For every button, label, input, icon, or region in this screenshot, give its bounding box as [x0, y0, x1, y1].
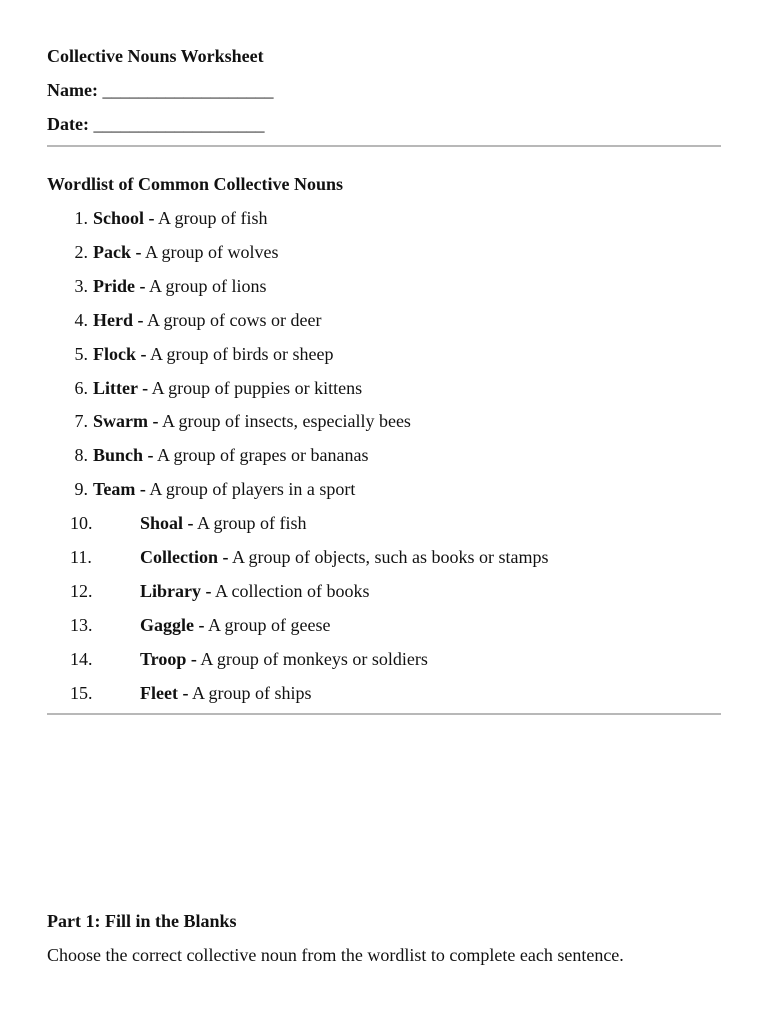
list-item-number: 11. — [70, 547, 92, 567]
name-blank: ___________________ — [102, 80, 274, 100]
list-item-number: 9. — [74, 479, 88, 499]
collective-noun-term: Flock - — [93, 344, 147, 364]
list-item — [0, 682, 768, 704]
list-item-number: 12. — [70, 581, 93, 601]
collective-noun-definition: A group of insects, especially bees — [158, 411, 411, 431]
list-item — [0, 309, 768, 331]
collective-noun-term: Pack - — [93, 242, 142, 262]
collective-noun-definition: A group of geese — [204, 615, 331, 635]
list-item-entry — [93, 309, 321, 331]
list-item — [0, 512, 768, 534]
list-item-entry — [140, 512, 307, 534]
collective-noun-definition: A group of fish — [154, 208, 268, 228]
part1-instructions: Choose the correct collective noun from the wordlist to complete each sentence. — [47, 945, 624, 965]
collective-noun-definition: A group of fish — [193, 513, 307, 533]
part1-heading: Part 1: Fill in the Blanks — [47, 911, 237, 931]
date-label: Date: — [47, 114, 89, 134]
collective-noun-term: Collection - — [140, 547, 229, 567]
collective-noun-definition: A group of monkeys or soldiers — [196, 649, 428, 669]
list-item — [0, 343, 768, 365]
collective-noun-definition: A group of ships — [188, 683, 312, 703]
worksheet-title: Collective Nouns Worksheet — [47, 46, 264, 66]
list-item-number: 14. — [70, 649, 93, 669]
list-item — [0, 207, 768, 229]
collective-noun-term: Bunch - — [93, 445, 154, 465]
list-item-number: 10. — [70, 513, 93, 533]
collective-noun-definition: A group of wolves — [141, 242, 279, 262]
collective-noun-term: Library - — [140, 581, 212, 601]
collective-noun-definition: A group of players in a sport — [145, 479, 356, 499]
collective-noun-definition: A group of grapes or bananas — [153, 445, 369, 465]
list-item-entry — [93, 241, 279, 263]
collective-noun-term: Pride - — [93, 276, 146, 296]
wordlist-heading: Wordlist of Common Collective Nouns — [47, 174, 343, 194]
name-label: Name: — [47, 80, 98, 100]
list-item — [0, 648, 768, 670]
date-line — [47, 113, 264, 135]
collective-noun-term: Troop - — [140, 649, 197, 669]
list-item — [0, 410, 768, 432]
list-item — [0, 478, 768, 500]
list-item-number: 2. — [74, 242, 88, 262]
collective-noun-definition: A group of cows or deer — [143, 310, 322, 330]
collective-noun-term: Litter - — [93, 378, 149, 398]
collective-noun-term: School - — [93, 208, 155, 228]
list-item-entry — [140, 682, 311, 704]
list-item-entry — [93, 478, 355, 500]
collective-noun-term: Swarm - — [93, 411, 159, 431]
list-item-entry — [140, 648, 428, 670]
list-item-entry — [93, 410, 411, 432]
list-item-number: 4. — [74, 310, 88, 330]
list-item — [0, 580, 768, 602]
list-item-entry — [93, 377, 362, 399]
list-item-entry — [93, 207, 268, 229]
collective-noun-term: Herd - — [93, 310, 144, 330]
collective-noun-definition: A group of objects, such as books or stamps — [228, 547, 549, 567]
list-item-entry — [93, 275, 267, 297]
collective-noun-term: Team - — [93, 479, 146, 499]
collective-noun-term: Gaggle - — [140, 615, 205, 635]
list-item-number: 5. — [74, 344, 88, 364]
divider-top — [47, 145, 721, 147]
collective-noun-definition: A group of puppies or kittens — [148, 378, 363, 398]
collective-noun-definition: A group of birds or sheep — [146, 344, 334, 364]
list-item-number: 15. — [70, 683, 93, 703]
collective-noun-definition: A collection of books — [211, 581, 370, 601]
list-item — [0, 377, 768, 399]
list-item-entry — [140, 546, 548, 568]
list-item-number: 3. — [74, 276, 88, 296]
list-item — [0, 546, 768, 568]
list-item-number: 7. — [74, 411, 88, 431]
list-item — [0, 444, 768, 466]
list-item-number: 6. — [74, 378, 88, 398]
list-item-number: 13. — [70, 615, 93, 635]
collective-noun-definition: A group of lions — [145, 276, 267, 296]
list-item — [0, 241, 768, 263]
list-item — [0, 614, 768, 636]
list-item-number: 1. — [74, 208, 88, 228]
list-item-entry — [140, 614, 330, 636]
list-item-entry — [140, 580, 369, 602]
divider-bottom — [47, 713, 721, 715]
collective-noun-term: Fleet - — [140, 683, 189, 703]
list-item-entry — [93, 444, 368, 466]
list-item-entry — [93, 343, 333, 365]
date-blank: ___________________ — [93, 114, 265, 134]
list-item — [0, 275, 768, 297]
list-item-number: 8. — [74, 445, 88, 465]
name-line — [47, 79, 273, 101]
collective-noun-term: Shoal - — [140, 513, 194, 533]
